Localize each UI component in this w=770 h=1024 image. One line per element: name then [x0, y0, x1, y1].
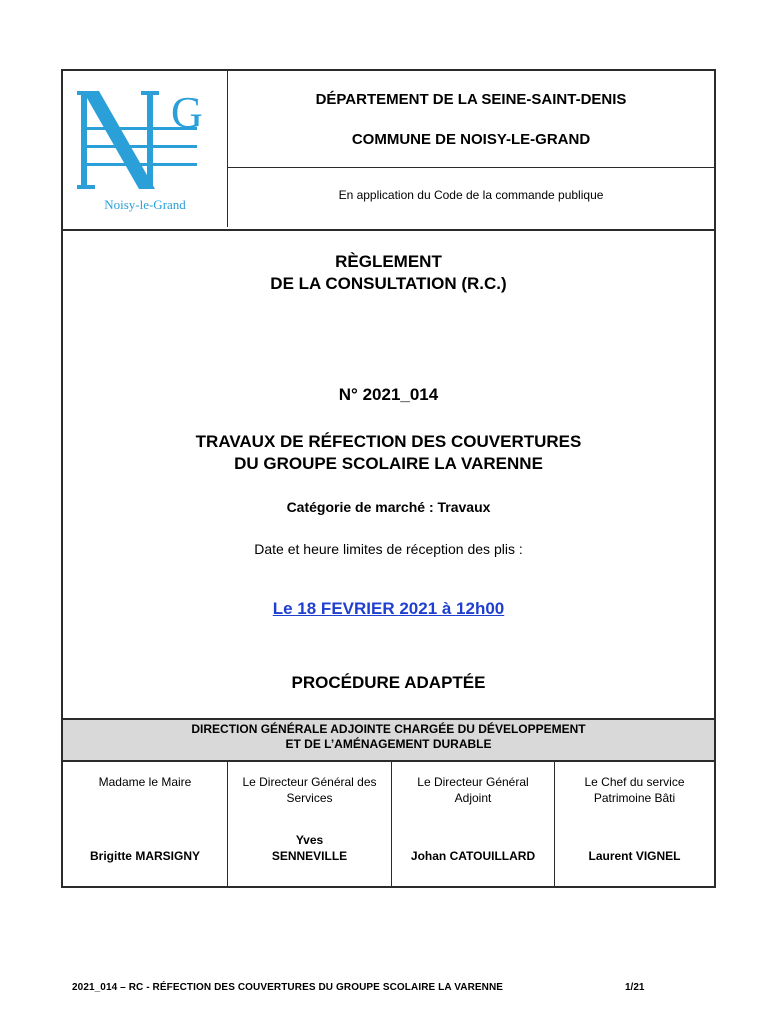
logo-caption: Noisy-le-Grand	[104, 197, 186, 212]
subject-line2: DU GROUPE SCOLAIRE LA VARENNE	[234, 454, 543, 473]
signatory-service-chief	[554, 760, 714, 886]
footer-document-reference: 2021_014 – RC - RÉFECTION DES COUVERTURES DU GROUPE SCOLAIRE LA VARENNE	[72, 982, 504, 993]
signatory-title: Madame le Maire	[98, 775, 192, 789]
deadline-label: Date et heure limites de réception des plis :	[254, 541, 523, 557]
signatory-name: Brigitte MARSIGNY	[89, 849, 200, 863]
signatory-dga	[391, 760, 554, 886]
header-title-cell	[228, 71, 714, 168]
direction-banner	[63, 718, 714, 762]
signatory-title-cont: Patrimoine Bâti	[593, 791, 676, 805]
document-frame	[61, 69, 716, 888]
header-application-cell	[228, 168, 714, 227]
deadline-date: Le 18 FEVRIER 2021 à 12h00	[272, 599, 505, 618]
signatory-name-first: Yves	[295, 833, 324, 847]
signatory-mayor	[63, 760, 227, 886]
noisy-le-grand-logo	[77, 87, 213, 199]
consultation-subject	[63, 431, 714, 475]
signatory-title-cont: Adjoint	[454, 791, 492, 805]
signatory-title: Le Directeur Général	[417, 775, 529, 789]
signatory-title: Le Directeur Général des	[242, 775, 377, 789]
logo-letter-g: G	[171, 88, 203, 137]
logo-cell	[63, 71, 228, 227]
signatory-name: SENNEVILLE	[271, 849, 348, 863]
market-category: Catégorie de marché : Travaux	[286, 499, 491, 515]
direction-line2: ET DE L’AMÉNAGEMENT DURABLE	[285, 737, 492, 751]
signatory-name: Johan CATOUILLARD	[410, 849, 536, 863]
department-title: DÉPARTEMENT DE LA SEINE-SAINT-DENIS	[315, 91, 627, 108]
signatures-row	[63, 760, 714, 886]
signatory-name: Laurent VIGNEL	[588, 849, 681, 863]
signatory-title-cont: Services	[286, 791, 333, 805]
signatory-title: Le Chef du service	[584, 775, 685, 789]
direction-line1: DIRECTION GÉNÉRALE ADJOINTE CHARGÉE DU DÉVELOPPEMENT	[191, 722, 586, 736]
signatory-dgs	[227, 760, 391, 886]
application-note: En application du Code de la commande publique	[338, 188, 604, 202]
document-title-line2: DE LA CONSULTATION (R.C.)	[270, 274, 507, 293]
commune-title: COMMUNE DE NOISY-LE-GRAND	[351, 131, 591, 148]
footer-page-number: 1/21	[625, 982, 645, 993]
subject-line1: TRAVAUX DE RÉFECTION DES COUVERTURES	[195, 432, 582, 451]
document-title-line1: RÈGLEMENT	[335, 252, 442, 271]
procedure-type: PROCÉDURE ADAPTÉE	[291, 673, 486, 692]
header-block	[63, 71, 714, 231]
consultation-number: N° 2021_014	[338, 385, 439, 404]
document-title	[63, 251, 714, 295]
